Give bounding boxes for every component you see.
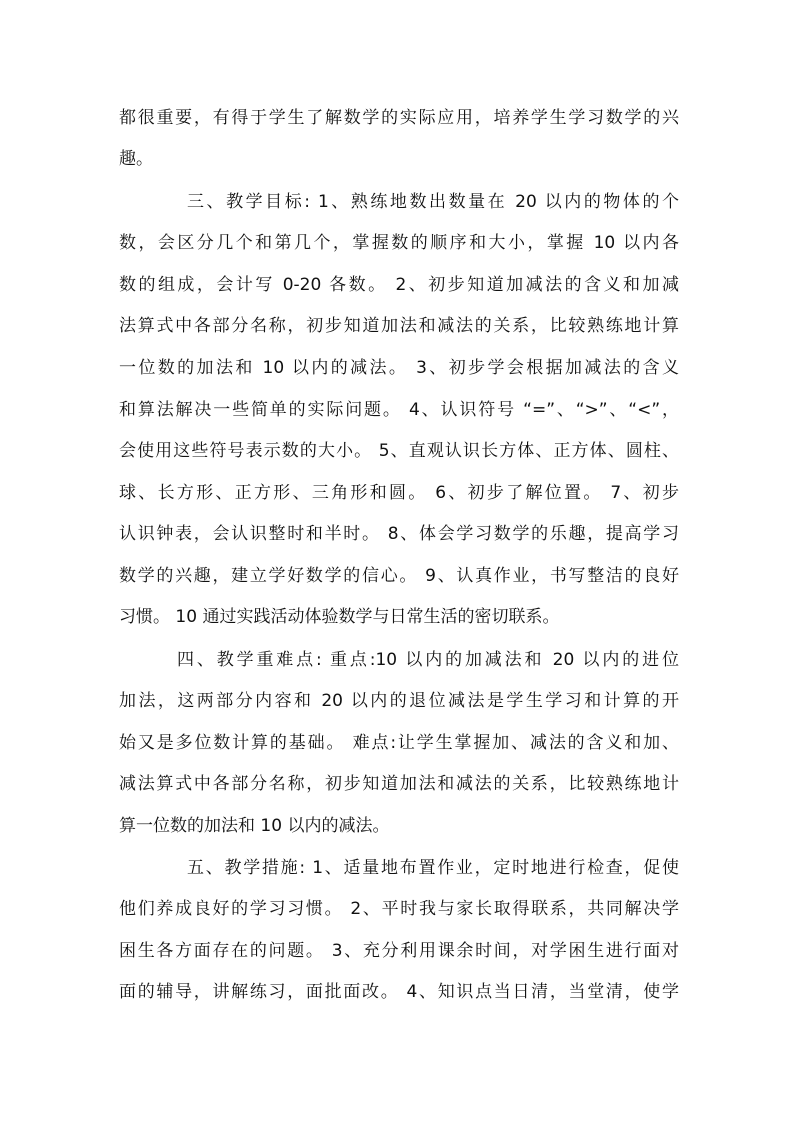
- text-line: 一位数的加法和 10 以内的减法。 3、初步学会根据加减法的含义: [119, 358, 679, 378]
- section-heading-key-points: 四、教学重难点: 重点:10 以内的加减法和 20 以内的进位: [177, 650, 679, 670]
- text-line: 面的辅导，讲解练习，面批面改。 4、知识点当日清，当堂清，使学: [119, 982, 679, 1002]
- section-heading-objectives: 三、教学目标: 1、熟练地数出数量在 20 以内的物体的个: [187, 192, 679, 212]
- text-line: 加法，这两部分内容和 20 以内的退位减法是学生学习和计算的开: [119, 691, 679, 711]
- text-line: 趣。: [119, 149, 153, 169]
- text-line: 和算法解决一些简单的实际问题。 4、认识符号 “=”、“>”、“<”，: [119, 400, 679, 420]
- text-line: 算一位数的加法和 10 以内的减法。: [119, 816, 390, 836]
- text-line: 减法算式中各部分名称，初步知道加法和减法的关系，比较熟练地计: [119, 774, 679, 794]
- text-line: 都很重要，有得于学生了解数学的实际应用，培养学生学习数学的兴: [119, 108, 679, 128]
- text-line: 认识钟表，会认识整时和半时。 8、体会学习数学的乐趣，提高学习: [119, 524, 679, 544]
- text-line: 数，会区分几个和第几个，掌握数的顺序和大小，掌握 10 以内各: [119, 233, 679, 253]
- text-line: 会使用这些符号表示数的大小。 5、直观认识长方体、正方体、圆柱、: [119, 441, 679, 461]
- text-line: 球、长方形、正方形、三角形和圆。 6、初步了解位置。 7、初步: [119, 483, 679, 503]
- text-line: 数学的兴趣，建立学好数学的信心。 9、认真作业，书写整洁的良好: [119, 566, 679, 586]
- text-line: 他们养成良好的学习习惯。 2、平时我与家长取得联系，共同解决学: [119, 899, 679, 919]
- text-line: 始又是多位数计算的基础。 难点:让学生掌握加、减法的含义和加、: [119, 733, 679, 753]
- text-line: 习惯。 10 通过实践活动体验数学与日常生活的密切联系。: [119, 607, 560, 627]
- text-line: 困生各方面存在的问题。 3、充分利用课余时间，对学困生进行面对: [119, 941, 679, 961]
- section-heading-measures: 五、教学措施: 1、适量地布置作业，定时地进行检查，促使: [187, 858, 679, 878]
- text-line: 法算式中各部分名称，初步知道加法和减法的关系，比较熟练地计算: [119, 316, 679, 336]
- text-line: 数的组成，会计写 0-20 各数。 2、初步知道加减法的含义和加减: [119, 275, 679, 295]
